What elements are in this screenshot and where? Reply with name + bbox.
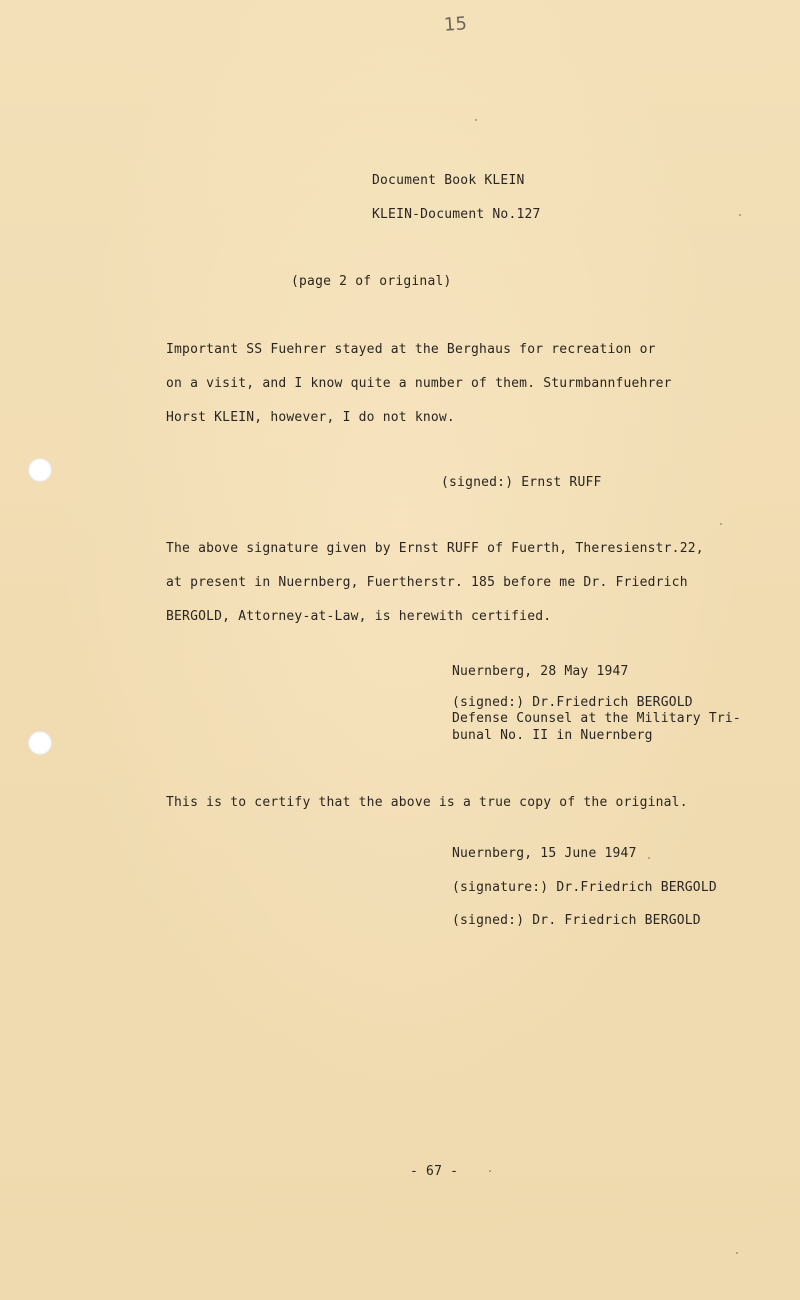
certification-line-3: BERGOLD, Attorney-at-Law, is herewith certified. [166,609,552,624]
punch-hole-lower [28,731,52,755]
true-copy-statement: This is to certify that the above is a true copy of the original. [166,795,688,810]
folio-mark: 15 [443,13,468,36]
page-number: - 67 - [410,1164,459,1179]
block2-signed: (signed:) Dr. Friedrich BERGOLD [452,913,701,928]
header-document-number: KLEIN-Document No.127 [372,207,541,222]
block1-signed: (signed:) Dr.Friedrich BERGOLD [452,695,693,710]
block2-signature: (signature:) Dr.Friedrich BERGOLD [452,880,717,895]
certification-line-1: The above signature given by Ernst RUFF of Fuerth, Theresienstr.22, [166,541,704,556]
page-note: (page 2 of original) [291,274,452,289]
block2-place-date: Nuernberg, 15 June 1947 [452,846,637,861]
block1-title-line-1: Defense Counsel at the Military Tri- [452,711,741,726]
body-line-1: Important SS Fuehrer stayed at the Berghaus for recreation or [166,342,656,357]
punch-hole-upper [28,458,52,482]
paper-speck [648,857,650,859]
body-line-2: on a visit, and I know quite a number of them. Sturmbannfuehrer [166,376,672,391]
certification-line-2: at present in Nuernberg, Fuertherstr. 185 before me Dr. Friedrich [166,575,688,590]
paper-speck [720,523,722,525]
header-document-book: Document Book KLEIN [372,173,525,188]
paper-speck [739,214,741,216]
paper-speck [736,1252,738,1254]
paper-speck [489,1170,491,1172]
signed-ruff: (signed:) Ernst RUFF [441,475,602,490]
body-line-3: Horst KLEIN, however, I do not know. [166,410,455,425]
block1-place-date: Nuernberg, 28 May 1947 [452,664,629,679]
paper-speck [475,119,477,121]
block1-title-line-2: bunal No. II in Nuernberg [452,728,653,743]
